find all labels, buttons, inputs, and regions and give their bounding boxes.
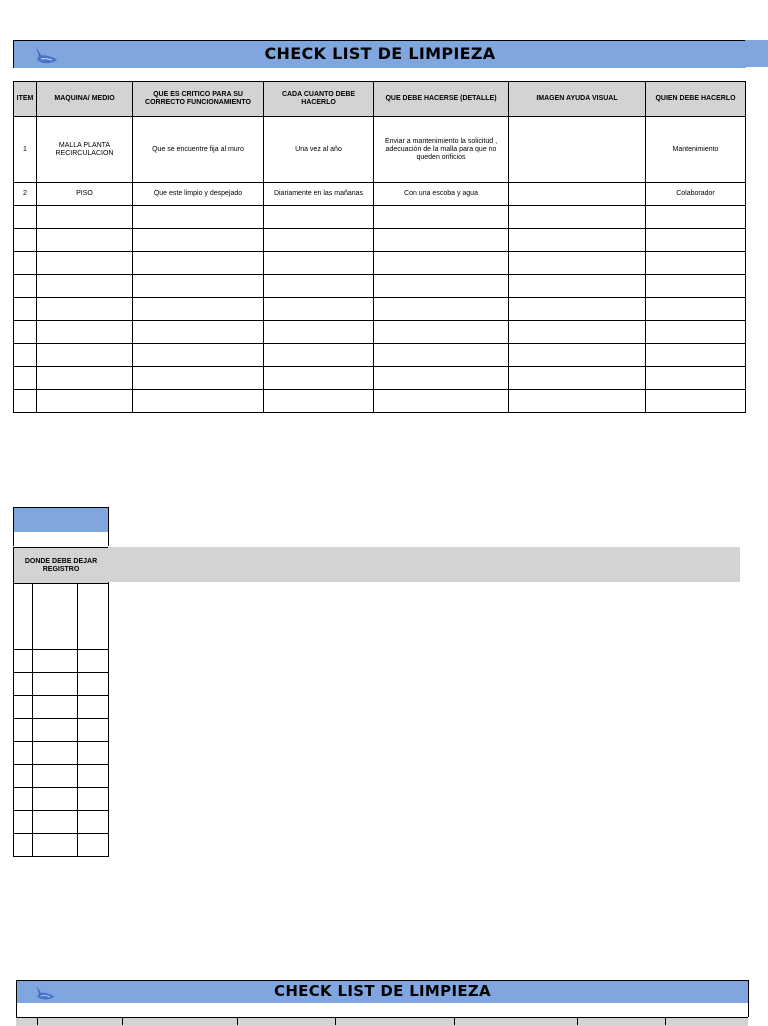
table-row xyxy=(14,321,746,344)
table-cell[interactable] xyxy=(374,275,509,298)
registro-cell[interactable] xyxy=(77,742,108,765)
table-cell[interactable] xyxy=(264,275,374,298)
registro-cell[interactable] xyxy=(77,584,108,650)
column-header: QUIEN DEBE HACERLO xyxy=(646,82,746,117)
table-cell[interactable]: PISO xyxy=(37,183,133,206)
table-cell[interactable] xyxy=(37,298,133,321)
table-cell[interactable] xyxy=(374,298,509,321)
table-cell[interactable] xyxy=(646,390,746,413)
table-cell[interactable] xyxy=(646,252,746,275)
table-cell[interactable] xyxy=(14,298,37,321)
table-cell[interactable] xyxy=(264,367,374,390)
table-cell[interactable] xyxy=(14,344,37,367)
table-row xyxy=(14,183,746,206)
table-header-row xyxy=(14,82,746,117)
title-bar-extension xyxy=(745,40,768,67)
table-cell[interactable]: MALLA PLANTA RECIRCULACION xyxy=(37,117,133,183)
registro-row xyxy=(14,742,109,765)
sheet-title: CHECK LIST DE LIMPIEZA xyxy=(264,44,496,63)
table-cell[interactable]: 2 xyxy=(14,183,37,206)
registro-cell[interactable] xyxy=(33,765,77,788)
registro-table xyxy=(13,583,109,857)
checklist-sheet-2 xyxy=(16,980,749,1024)
registro-row xyxy=(14,834,109,857)
column-header: MAQUINA/ MEDIO xyxy=(37,82,133,117)
section2-title-bar xyxy=(13,507,109,532)
table-cell[interactable] xyxy=(37,367,133,390)
table-row xyxy=(14,252,746,275)
table-row xyxy=(14,367,746,390)
table-cell[interactable] xyxy=(14,367,37,390)
registro-cell[interactable] xyxy=(33,811,77,834)
registro-cell[interactable] xyxy=(14,650,33,673)
table-cell[interactable]: Colaborador xyxy=(646,183,746,206)
registro-cell[interactable] xyxy=(33,650,77,673)
table-cell[interactable] xyxy=(646,275,746,298)
table-cell[interactable] xyxy=(133,390,264,413)
registro-row xyxy=(14,719,109,742)
table-cell[interactable] xyxy=(37,252,133,275)
title-bar xyxy=(16,980,749,1003)
table-cell[interactable] xyxy=(37,275,133,298)
table-cell[interactable] xyxy=(509,367,646,390)
table-cell[interactable] xyxy=(509,183,646,206)
registro-cell[interactable] xyxy=(77,673,108,696)
table-cell[interactable] xyxy=(374,252,509,275)
registro-cell[interactable] xyxy=(14,719,33,742)
table-cell[interactable] xyxy=(509,390,646,413)
table-cell[interactable] xyxy=(133,298,264,321)
table-cell[interactable] xyxy=(646,367,746,390)
table-cell[interactable] xyxy=(37,321,133,344)
table-cell[interactable] xyxy=(646,206,746,229)
table-cell[interactable] xyxy=(509,344,646,367)
table-row xyxy=(14,229,746,252)
registro-cell[interactable] xyxy=(77,765,108,788)
registro-row xyxy=(14,765,109,788)
table-cell[interactable] xyxy=(37,206,133,229)
registro-cell[interactable] xyxy=(14,673,33,696)
registro-row xyxy=(14,696,109,719)
table-cell[interactable] xyxy=(133,275,264,298)
table-row xyxy=(14,206,746,229)
table-cell[interactable] xyxy=(14,275,37,298)
table-cell[interactable]: Enviar a mantenimiento la solicitud , adecuación de la malla para que no queden orificios xyxy=(374,117,509,183)
registro-cell[interactable] xyxy=(77,650,108,673)
table-cell[interactable] xyxy=(133,344,264,367)
column-header: CADA CUANTO DEBE HACERLO xyxy=(264,82,374,117)
registro-cell[interactable] xyxy=(77,811,108,834)
table-cell[interactable] xyxy=(374,229,509,252)
table-cell[interactable] xyxy=(133,252,264,275)
registro-cell[interactable] xyxy=(33,696,77,719)
table-cell[interactable] xyxy=(14,321,37,344)
table-cell[interactable] xyxy=(374,321,509,344)
table-row xyxy=(14,117,746,183)
registro-cell[interactable] xyxy=(14,584,33,650)
table-cell[interactable] xyxy=(14,229,37,252)
table-cell[interactable] xyxy=(646,229,746,252)
section2-header-band xyxy=(108,547,740,582)
registro-cell[interactable] xyxy=(33,788,77,811)
table-row xyxy=(14,298,746,321)
table-cell[interactable] xyxy=(374,206,509,229)
table-row xyxy=(14,390,746,413)
table-cell[interactable] xyxy=(37,229,133,252)
table-cell[interactable] xyxy=(264,344,374,367)
table-cell[interactable] xyxy=(133,367,264,390)
table-cell[interactable] xyxy=(509,275,646,298)
table-cell[interactable] xyxy=(509,321,646,344)
registro-cell[interactable] xyxy=(33,584,77,650)
registro-cell[interactable] xyxy=(14,834,33,857)
registro-row xyxy=(14,788,109,811)
registro-cell[interactable] xyxy=(14,765,33,788)
registro-cell[interactable] xyxy=(77,834,108,857)
table-cell[interactable] xyxy=(264,229,374,252)
registro-row xyxy=(14,650,109,673)
table-cell[interactable] xyxy=(37,344,133,367)
registro-cell[interactable] xyxy=(33,742,77,765)
table-cell[interactable]: Con una escoba y agua xyxy=(374,183,509,206)
registro-cell[interactable] xyxy=(14,696,33,719)
registro-cell[interactable] xyxy=(33,673,77,696)
table-row xyxy=(14,275,746,298)
table-row xyxy=(14,344,746,367)
column-header: IMAGEN AYUDA VISUAL xyxy=(509,82,646,117)
table-cell[interactable]: Que este limpio y despejado xyxy=(133,183,264,206)
registro-row xyxy=(14,584,109,650)
registro-cell[interactable] xyxy=(33,834,77,857)
registro-header: DONDE DEBE DEJAR REGISTRO xyxy=(13,547,109,584)
registro-cell[interactable] xyxy=(14,742,33,765)
table-header-strip xyxy=(16,1017,748,1026)
table-cell[interactable] xyxy=(133,206,264,229)
table-cell[interactable]: 1 xyxy=(14,117,37,183)
table-cell[interactable] xyxy=(374,344,509,367)
table-cell[interactable] xyxy=(509,117,646,183)
table-cell[interactable] xyxy=(264,321,374,344)
table-cell[interactable] xyxy=(509,252,646,275)
column-header: ITEM xyxy=(14,82,37,117)
table-cell[interactable]: Mantenimiento xyxy=(646,117,746,183)
table-cell[interactable] xyxy=(264,206,374,229)
title-bar xyxy=(13,40,746,68)
table-cell[interactable] xyxy=(14,206,37,229)
table-cell[interactable] xyxy=(264,298,374,321)
table-cell[interactable] xyxy=(646,298,746,321)
checklist-table xyxy=(13,81,746,413)
table-cell[interactable] xyxy=(37,390,133,413)
registro-cell[interactable] xyxy=(77,719,108,742)
registro-cell[interactable] xyxy=(14,811,33,834)
sheet-spacer xyxy=(16,1003,749,1017)
table-cell[interactable] xyxy=(509,229,646,252)
column-header: QUE ES CRITICO PARA SU CORRECTO FUNCIONAMIENTO xyxy=(133,82,264,117)
table-cell[interactable] xyxy=(133,321,264,344)
table-cell[interactable] xyxy=(264,252,374,275)
table-cell[interactable] xyxy=(133,229,264,252)
table-cell[interactable] xyxy=(14,252,37,275)
table-cell[interactable]: Una vez al año xyxy=(264,117,374,183)
table-cell[interactable]: Que se encuentre fija al muro xyxy=(133,117,264,183)
table-cell[interactable] xyxy=(509,298,646,321)
table-cell[interactable] xyxy=(646,344,746,367)
table-cell[interactable] xyxy=(509,206,646,229)
registro-row xyxy=(14,673,109,696)
column-header: QUE DEBE HACERSE (DETALLE) xyxy=(374,82,509,117)
table-cell[interactable]: Diariamente en las mañanas xyxy=(264,183,374,206)
registro-cell[interactable] xyxy=(77,788,108,811)
sheet-title: CHECK LIST DE LIMPIEZA xyxy=(274,982,491,1000)
table-cell[interactable] xyxy=(646,321,746,344)
registro-cell[interactable] xyxy=(77,696,108,719)
table-cell[interactable] xyxy=(374,390,509,413)
registro-row xyxy=(14,811,109,834)
table-cell[interactable] xyxy=(14,390,37,413)
section2-spacer xyxy=(13,531,109,546)
table-cell[interactable] xyxy=(374,367,509,390)
table-cell[interactable] xyxy=(264,390,374,413)
registro-cell[interactable] xyxy=(14,788,33,811)
checklist-sheet-1 xyxy=(13,40,768,412)
registro-cell[interactable] xyxy=(33,719,77,742)
